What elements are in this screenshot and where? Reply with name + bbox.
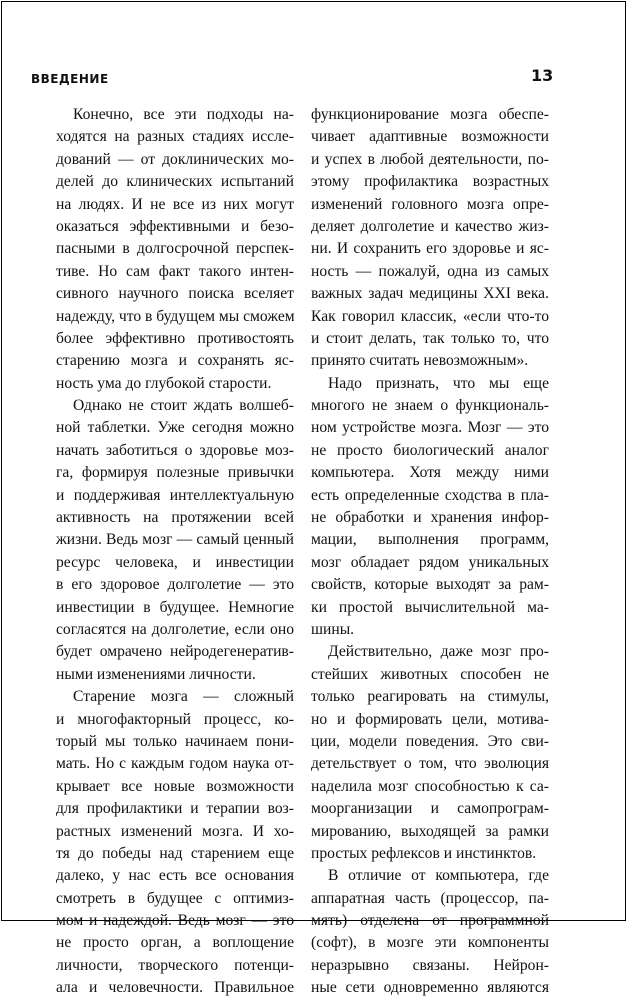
text-line: начать заботиться о здоровье моз-	[56, 441, 294, 459]
text-line: многого не знаем о функциональ-	[311, 397, 549, 415]
text-line: растных изменений мозга. И хо-	[56, 822, 294, 840]
text-line: принято считать невозможным».	[311, 352, 529, 370]
text-line: и поддерживая интеллектуальную	[56, 486, 294, 504]
text-line: ции, модели поведения. Это сви-	[311, 732, 549, 750]
text-line: чивает адаптивные возможности	[311, 128, 549, 146]
text-line: но и формировать цели, мотива-	[311, 710, 549, 728]
text-line: торый мы только начинаем пони-	[56, 732, 294, 750]
text-line: простых рефлексов и инстинктов.	[311, 844, 537, 862]
text-line: Надо признать, что мы еще	[328, 374, 549, 392]
text-line: этому профилактика возрастных	[311, 173, 549, 191]
left-text-column	[56, 104, 294, 1000]
text-line: важных задач медицины XXI века.	[311, 285, 549, 303]
text-line: ные сети одновременно являются	[311, 979, 549, 997]
text-line: делей до клинических испытаний	[56, 173, 294, 191]
text-line: компьютера. Хотя между ними	[311, 464, 549, 482]
text-line: тиве. Но сам факт такого интен-	[56, 262, 294, 280]
text-line: мять) отделена от программной	[311, 912, 549, 930]
text-line: дований — от доклинических мо-	[56, 150, 294, 168]
text-line: ной таблетки. Уже сегодня можно	[56, 419, 294, 437]
text-line: мозг обладает рядом уникальных	[311, 553, 549, 571]
text-line: наделила мозг способностью к са-	[311, 777, 549, 795]
text-line: для профилактики и терапии воз-	[56, 800, 294, 818]
text-line: мированию, выходящей за рамки	[311, 822, 549, 840]
text-line: далеко, у нас есть все основания	[56, 867, 294, 885]
text-line: оказаться эффективными и безо-	[56, 217, 294, 235]
text-line: шины.	[311, 620, 355, 638]
text-line: Однако не стоит ждать волшеб-	[73, 397, 294, 415]
text-line: ходятся на разных стадиях иссле-	[56, 128, 294, 146]
text-line: ни. И сохранить его здоровье и яс-	[311, 240, 549, 258]
text-line: мации, выполнения программ,	[311, 531, 549, 549]
text-line: надежду, что в будущем мы сможем	[56, 307, 295, 325]
text-line: Действительно, даже мозг про-	[328, 643, 549, 661]
text-line: (софт), в мозге эти компоненты	[311, 934, 549, 952]
text-line: ность ума до глубокой старости.	[56, 374, 272, 392]
text-line: стейших животных способен не	[311, 665, 549, 683]
text-line: личности, творческого потенци-	[56, 956, 294, 974]
text-line: деляет долголетие и качество жиз-	[311, 217, 549, 235]
text-line: в его здоровое долголетие — это	[56, 576, 294, 594]
text-line: смотреть в будущее с оптимиз-	[56, 889, 294, 907]
text-line: на людях. И не все из них могут	[56, 195, 294, 213]
text-line: инвестиции в будущее. Немногие	[56, 598, 294, 616]
text-line: аппаратная часть (процессор, па-	[311, 889, 549, 907]
text-line: старению мозга и сохранять яс-	[56, 352, 294, 370]
text-line: Конечно, все эти подходы на-	[73, 106, 294, 123]
text-line: ность — пожалуй, одна из самых	[311, 262, 549, 280]
text-line: активность на протяжении всей	[56, 509, 294, 527]
text-line: ресурс человека, и инвестиции	[56, 553, 294, 571]
text-line: и многофакторный процесс, ко-	[56, 710, 294, 728]
text-line: мом и надеждой. Ведь мозг — это	[56, 912, 294, 930]
text-line: детельствует о том, что эволюция	[311, 755, 549, 773]
text-line: пасными в долгосрочной перспек-	[56, 240, 294, 258]
text-line: не просто орган, а воплощение	[56, 934, 294, 952]
text-line: согласятся на долголетие, если оно	[56, 620, 294, 638]
text-line: и стоит делать, так только то, что	[311, 329, 549, 347]
text-line: моорганизации и самопрограм-	[311, 800, 549, 818]
text-line: не обработки и хранения инфор-	[311, 509, 549, 527]
text-line: более эффективно противостоять	[56, 329, 294, 347]
text-line: функционирование мозга обеспе-	[311, 106, 549, 123]
text-line: ном устройстве мозга. Мозг — это	[311, 419, 549, 437]
text-line: свойств, которые выходят за рам-	[311, 576, 549, 594]
text-line: только реагировать на стимулы,	[311, 688, 549, 706]
text-line: изменений головного мозга опре-	[311, 195, 549, 213]
text-line: ала и человечности. Правильное	[56, 979, 294, 997]
text-line: будет омрачено нейродегенератив-	[56, 643, 294, 661]
text-line: мать. Но с каждым годом наука от-	[56, 755, 294, 773]
text-line: Как говорил классик, «если что-то	[311, 307, 549, 325]
text-line: тя до победы над старением еще	[56, 844, 294, 862]
text-line: Старение мозга — сложный	[73, 688, 294, 706]
text-line: сивного научного поиска вселяет	[56, 285, 294, 303]
text-line: крывает все новые возможности	[56, 777, 294, 795]
text-line: и успех в любой деятельности, по-	[311, 150, 549, 168]
section-title: ВВЕДЕНИЕ	[31, 72, 109, 86]
text-line: есть определенные сходства в пла-	[311, 486, 549, 504]
right-text-column	[311, 104, 549, 1000]
text-line: жизни. Ведь мозг — самый ценный	[56, 531, 294, 549]
page-number: 13	[531, 66, 554, 85]
text-line: не просто биологический аналог	[311, 441, 549, 459]
text-line: ки простой вычислительной ма-	[311, 598, 549, 616]
text-line: В отличие от компьютера, где	[328, 867, 549, 885]
text-line: неразрывно связаны. Нейрон-	[311, 956, 549, 974]
text-line: га, формируя полезные привычки	[56, 464, 294, 482]
text-line: ными изменениями личности.	[56, 665, 256, 683]
